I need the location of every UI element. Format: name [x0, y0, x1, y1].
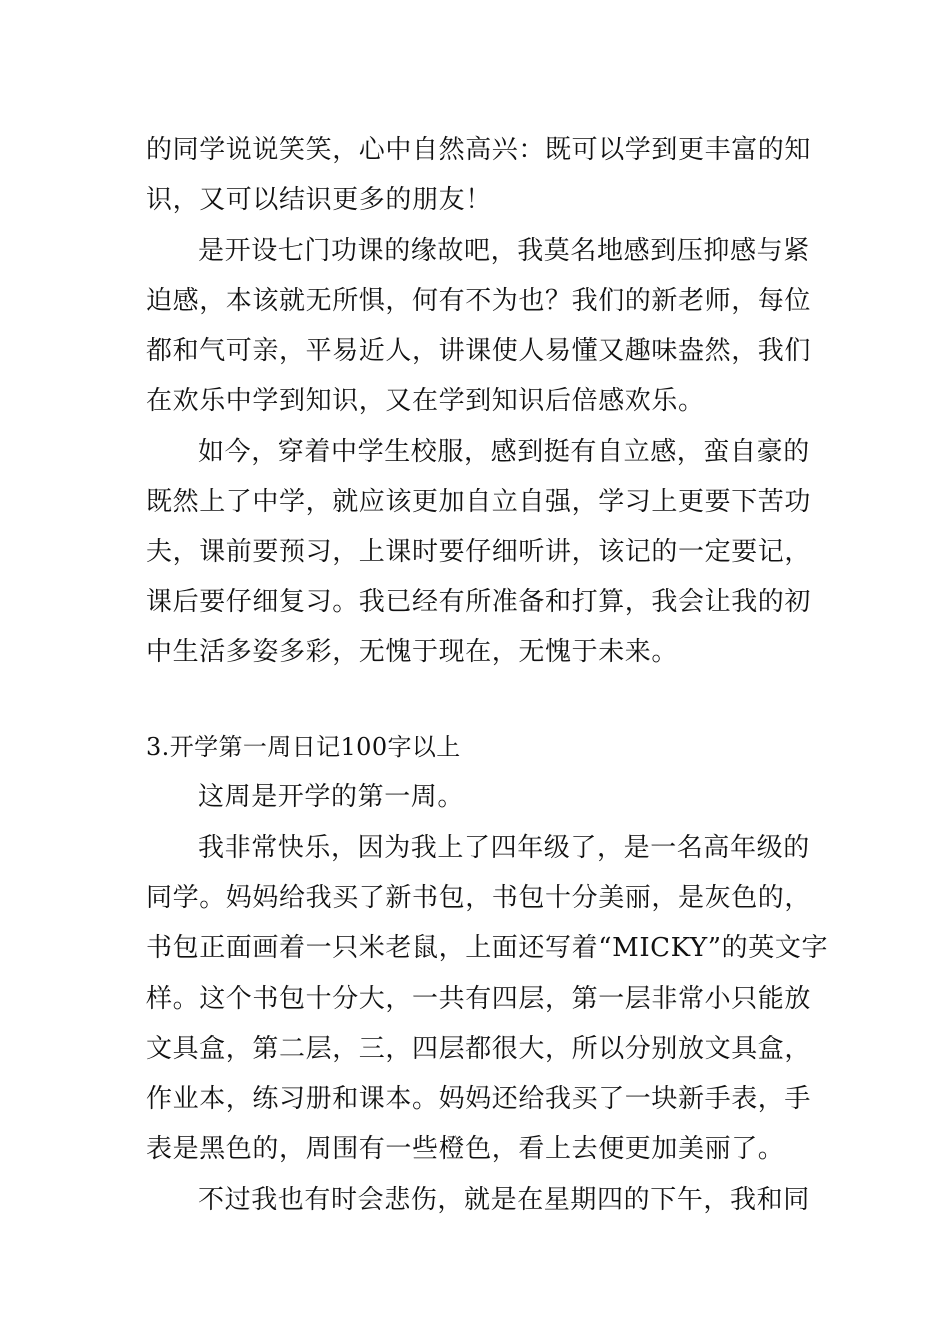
paragraph-5-line-1: 我非常快乐，因为我上了四年级了，是一名高年级的	[198, 833, 810, 863]
paragraph-5-line-3: 书包正面画着一只米老鼠，上面还写着“MICKY”的英文字	[146, 933, 829, 963]
paragraph-3-line-1: 如今，穿着中学生校服，感到挺有自立感，蛮自豪的	[198, 437, 810, 467]
paragraph-3-line-2: 既然上了中学，就应该更加自立自强，学习上更要下苦功	[146, 487, 812, 517]
paragraph-2-line-4: 在欢乐中学到知识，又在学到知识后倍感欢乐。	[146, 386, 705, 416]
paragraph-2-line-3: 都和气可亲，平易近人，讲课使人易懂又趣味盎然，我们	[146, 336, 812, 366]
paragraph-3-line-4: 课后要仔细复习。我已经有所准备和打算，我会让我的初	[146, 587, 812, 617]
paragraph-3-line-3: 夫，课前要预习，上课时要仔细听讲，该记的一定要记，	[146, 537, 812, 567]
paragraph-2-line-2: 迫感，本该就无所惧，何有不为也？我们的新老师，每位	[146, 286, 812, 316]
paragraph-1-line-2: 识，又可以结识更多的朋友！	[146, 185, 492, 215]
paragraph-6-line-1: 不过我也有时会悲伤，就是在星期四的下午，我和同	[198, 1185, 810, 1215]
paragraph-4-line-1: 这周是开学的第一周。	[198, 782, 465, 812]
paragraph-2-line-1: 是开设七门功课的缘故吧，我莫名地感到压抑感与紧	[198, 236, 810, 266]
paragraph-5-line-4: 样。这个书包十分大，一共有四层，第一层非常小只能放	[146, 984, 812, 1014]
paragraph-5-line-2: 同学。妈妈给我买了新书包，书包十分美丽，是灰色的，	[146, 883, 812, 913]
section-heading: 3.开学第一周日记100字以上	[146, 733, 461, 761]
paragraph-3-line-5: 中生活多姿多彩，无愧于现在，无愧于未来。	[146, 637, 679, 667]
paragraph-5-line-5: 文具盒，第二层，三，四层都很大，所以分别放文具盒，	[146, 1034, 812, 1064]
paragraph-1-line-1: 的同学说说笑笑，心中自然高兴：既可以学到更丰富的知	[146, 135, 812, 165]
paragraph-5-line-7: 表是黑色的，周围有一些橙色，看上去便更加美丽了。	[146, 1134, 785, 1164]
paragraph-5-line-6: 作业本，练习册和课本。妈妈还给我买了一块新手表，手	[146, 1084, 812, 1114]
